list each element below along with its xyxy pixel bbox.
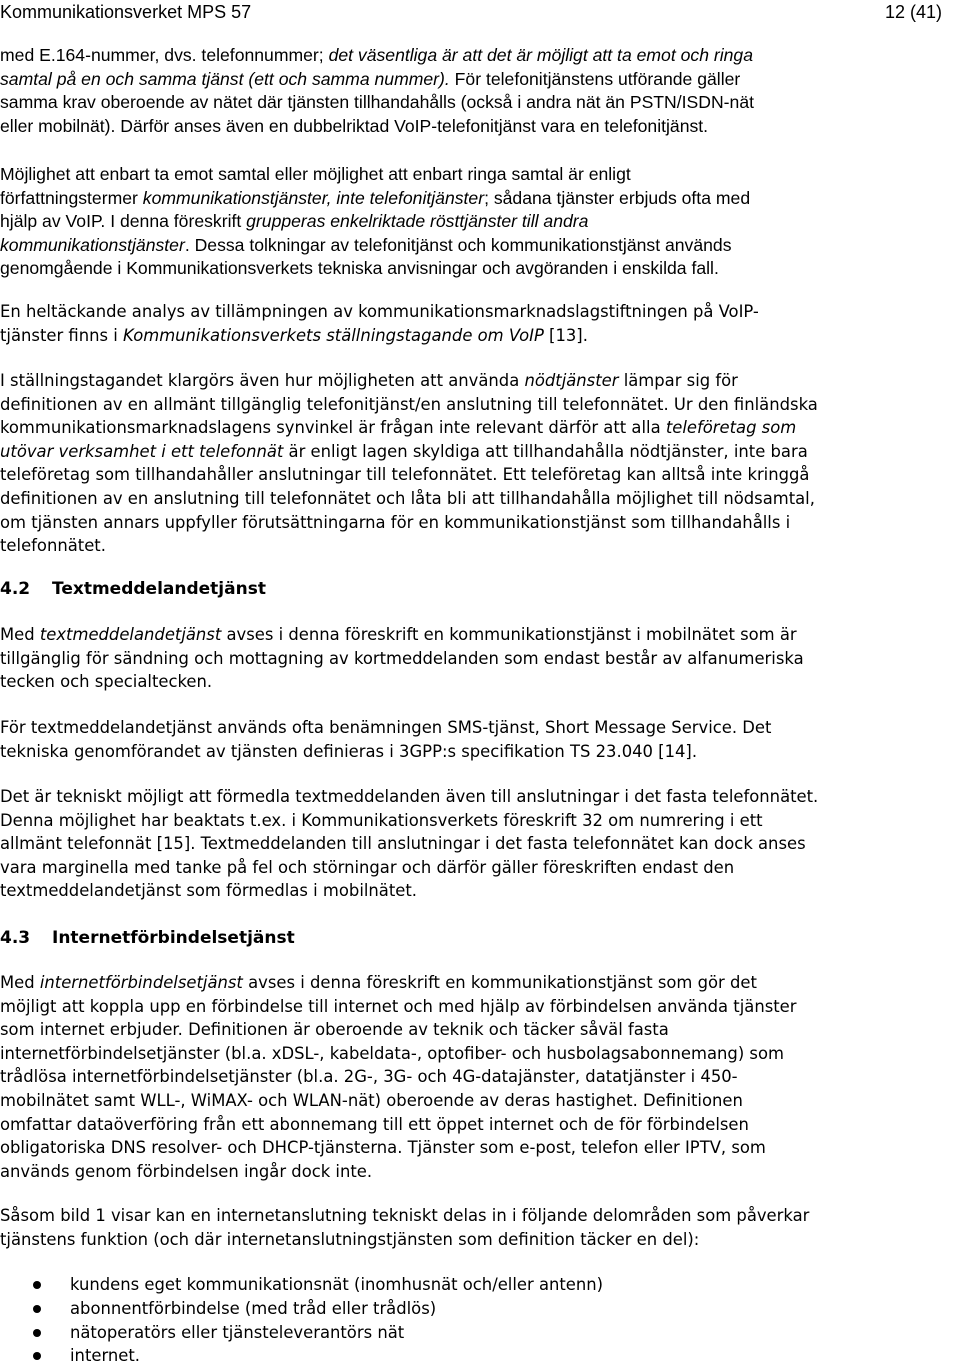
- list-item-text: internet.: [70, 1346, 141, 1366]
- text-run-italic: Kommunikationsverkets ställningstagande om VoIP: [123, 325, 544, 345]
- text-run-italic: grupperas enkelriktade rösttjänster till andra: [246, 211, 589, 232]
- heltackande-paragraph: [0, 300, 960, 347]
- list-item-text: nätoperatörs eller tjänsteleverantörs nät: [70, 1322, 405, 1342]
- text-run-italic: det väsentliga är att det är möjligt att ta emot och ringa: [328, 45, 753, 65]
- textmeddelande-paragraph-2: [0, 716, 960, 763]
- textmeddelande-paragraph-1: [0, 623, 960, 694]
- bullet-list: [0, 1273, 603, 1368]
- text-line: möjligt att koppla upp en förbindelse till internet och med hjälp av förbindelsen använda tjänster: [0, 996, 797, 1016]
- text-line: vara marginella med tanke på fel och störningar och därför gäller föreskriften endast den: [0, 857, 735, 877]
- bullet-icon: [33, 1352, 41, 1360]
- text-run: kommunikationsmarknadslagens synvinkel är frågan inte relevant därför att alla: [0, 418, 666, 438]
- bullet-icon: [33, 1305, 41, 1313]
- text-run-italic: teleföretag som: [665, 418, 797, 438]
- text-run-italic: nödtjänster: [524, 371, 619, 390]
- text-line: eller mobilnät). Därför anses även en dubbelriktad VoIP-telefonitjänst vara en telefonitjänst.: [0, 115, 709, 136]
- stallningstagande-paragraph: [0, 369, 960, 558]
- text-line: Såsom bild 1 visar kan en internetanslutning tekniskt delas in i följande delområden som påverkar: [0, 1206, 810, 1225]
- text-line: allmänt telefonnät [15]. Textmeddelanden till anslutningar i det fasta telefonnätet kan dock anses: [0, 834, 806, 854]
- section-number: 4.2: [0, 579, 31, 599]
- section-heading-4-3: [0, 926, 295, 950]
- text-line: används genom förbindelsen ingår dock inte.: [0, 1161, 373, 1181]
- mojlighet-paragraph: [0, 163, 960, 281]
- text-line: definitionen av en allmänt tillgänglig telefonitjänst/en anslutning till telefonnätet. Ur den finländska: [0, 394, 818, 414]
- text-line: omfattar dataöverföring från ett abonnemang till ett öppet internet och de för förbindelsen: [0, 1114, 749, 1134]
- document-title: Kommunikationsverket MPS 57: [0, 2, 252, 22]
- text-line: tecken och specialtecken.: [0, 672, 213, 692]
- text-line: Denna möjlighet har beaktats t.ex. i Kommunikationsverkets föreskrift 32 om numrering i ett: [0, 810, 763, 830]
- text-run: hjälp av VoIP. I denna föreskrift: [0, 211, 247, 232]
- page-number: 12 (41): [884, 2, 942, 22]
- section-title: Internetförbindelsetjänst: [52, 928, 295, 948]
- text-line: tillgänglig för sändning och mottagning av kortmeddelanden som endast består av alfanumeriska: [0, 648, 804, 668]
- text-run: lämpar sig för: [618, 371, 738, 390]
- page-header: [0, 0, 942, 24]
- text-line: För textmeddelandetjänst används ofta benämningen SMS-tjänst, Short Message Service. Det: [0, 718, 772, 737]
- textmeddelande-paragraph-3: [0, 785, 960, 903]
- text-line: trådlösa internetförbindelsetjänster (bl.a. 2G-, 3G- och 4G-datajänster, datatjänster i 450-: [0, 1067, 738, 1087]
- text-run-italic: kommunikationstjänster, inte telefonitjänster: [142, 187, 485, 208]
- bullet-icon: [33, 1329, 41, 1337]
- text-line: teleföretag som tillhandahåller anslutningar till telefonnätet. Ett teleföretag kan alltså inte kringgå: [0, 465, 810, 485]
- text-line: genomgående i Kommunikationsverkets tekniska anvisningar och avgöranden i enskilda fall.: [0, 258, 719, 279]
- text-line: som internet erbjuder. Definitionen är oberoende av teknik och täcker såväl fasta: [0, 1020, 669, 1040]
- text-line: Möjlighet att enbart ta emot samtal eller möjlighet att enbart ringa samtal är enligt: [0, 164, 631, 184]
- text-run: Med: [0, 625, 40, 644]
- text-run: För telefonitjänstens utförande gäller: [449, 68, 741, 89]
- section-number: 4.3: [0, 928, 31, 948]
- text-line: tjänstens funktion (och där internetanslutningstjänsten som definition täcker en del):: [0, 1229, 700, 1249]
- text-run: ; sådana tjänster erbjuds ofta med: [484, 187, 751, 208]
- list-item: [0, 1321, 603, 1345]
- text-run-italic: utövar verksamhet i ett telefonnät: [0, 441, 284, 461]
- internetforbindelse-paragraph-1: [0, 971, 960, 1183]
- text-run: avses i denna föreskrift en kommunikationstjänst i mobilnätet som är: [221, 625, 797, 644]
- text-line: samma krav oberoende av nätet där tjänsten tillhandahålls (också i andra nät än PSTN/ISDN-nät: [0, 92, 754, 113]
- bullet-icon: [33, 1281, 41, 1289]
- text-run: med E.164-nummer, dvs. telefonnummer;: [0, 45, 329, 65]
- list-item-text: kundens eget kommunikationsnät (inomhusnät och/eller antenn): [70, 1275, 604, 1294]
- text-line: textmeddelandetjänst som förmedlas i mobilnätet.: [0, 881, 418, 901]
- text-line: mobilnätet samt WLL-, WiMAX- och WLAN-nät) oberoende av deras hastighet. Definitionen: [0, 1090, 743, 1110]
- text-run: [13].: [543, 325, 588, 345]
- internetforbindelse-paragraph-2: [0, 1204, 960, 1251]
- text-line: internetförbindelsetjänster (bl.a. xDSL-, kabeldata-, optofiber- och husbolagsabonnemang) som: [0, 1043, 784, 1063]
- text-run: Med: [0, 973, 40, 992]
- text-run: . Dessa tolkningar av telefonitjänst och kommunikationstjänst används: [184, 234, 732, 255]
- text-line: Det är tekniskt möjligt att förmedla textmeddelanden även till anslutningar i det fasta telefonnätet.: [0, 787, 819, 806]
- list-item: [0, 1297, 603, 1321]
- text-run: tjänster finns i: [0, 325, 124, 345]
- section-title: Textmeddelandetjänst: [52, 579, 266, 599]
- text-line: tekniska genomförandet av tjänsten definieras i 3GPP:s specifikation TS 23.040 [14].: [0, 741, 698, 761]
- text-run: är enligt lagen skyldiga att tillhandahålla nödtjänster, inte bara: [283, 441, 808, 461]
- text-run-italic: textmeddelandetjänst: [39, 625, 222, 644]
- text-run: författningstermer: [0, 187, 143, 208]
- text-line: En heltäckande analys av tillämpningen av kommunikationsmarknadslagstiftningen på VoIP-: [0, 302, 759, 321]
- list-item: [0, 1344, 603, 1368]
- intro-paragraph: [0, 44, 960, 138]
- list-item-text: abonnentförbindelse (med tråd eller trådlös): [70, 1298, 437, 1318]
- list-item: [0, 1273, 603, 1297]
- text-line: obligatoriska DNS resolver- och DHCP-tjänsterna. Tjänster som e-post, telefon eller IPTV, som: [0, 1138, 766, 1158]
- text-run-italic: kommunikationstjänster: [0, 234, 185, 255]
- section-heading-4-2: [0, 577, 266, 601]
- text-line: definitionen av en anslutning till telefonnätet och låta bli att tillhandahålla möjlighet till nödsamtal,: [0, 488, 815, 508]
- text-run-italic: samtal på en och samma tjänst (ett och samma nummer).: [0, 68, 450, 89]
- text-run-italic: internetförbindelsetjänst: [39, 973, 243, 992]
- text-line: telefonnätet.: [0, 536, 106, 556]
- text-line: om tjänsten annars uppfyller förutsättningarna för en kommunikationstjänst som tillhandahålls i: [0, 512, 791, 532]
- text-run: I ställningstagandet klargörs även hur möjligheten att använda: [0, 371, 525, 390]
- text-run: avses i denna föreskrift en kommunikationstjänst som gör det: [242, 973, 757, 992]
